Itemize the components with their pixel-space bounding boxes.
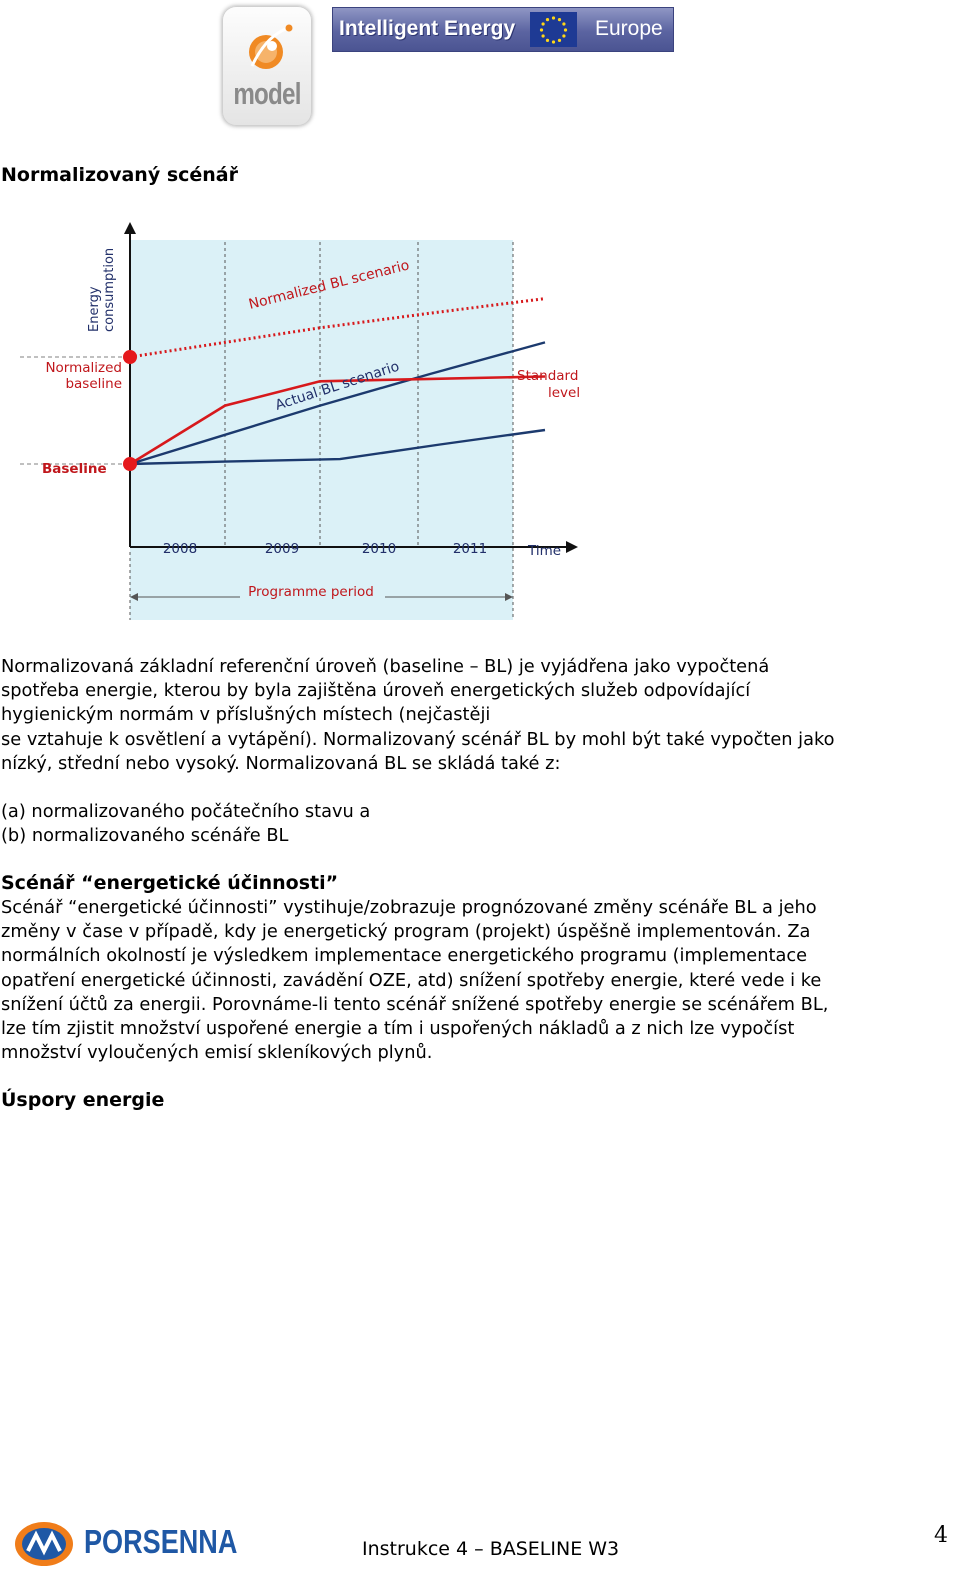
model-logo xyxy=(222,6,312,126)
actual-bl-scenario-annotation: Actual BL scenario xyxy=(273,358,402,414)
iee-logo-left-text: Intelligent Energy xyxy=(339,17,516,40)
paragraph-line: hygienickým normám v příslušných místech (nejčastěji xyxy=(1,704,491,726)
x-tick-label: 2009 xyxy=(264,541,300,557)
list-normalized-components xyxy=(1,800,946,848)
paragraph-efficiency-scenario xyxy=(1,896,946,1065)
baseline-scenario-chart xyxy=(0,212,620,632)
paragraph-line: změny v čase v případě, kdy je energetický program (projekt) úspěšně implementován. Za xyxy=(1,921,811,943)
paragraph-line: snížení účtů za energii. Porovnáme-li tento scénář snížené spotřeby energie se scénářem BL, xyxy=(1,993,829,1015)
x-tick-label: 2011 xyxy=(452,541,488,557)
normalized-baseline-point xyxy=(123,350,137,364)
porsenna-logo xyxy=(14,1519,238,1569)
paragraph-line: množství vyloučených emisí skleníkových plynů. xyxy=(1,1042,433,1064)
paragraph-line: opatření energetické účinnosti, zavádění OZE, atd) snížení spotřeby energie, které vede i ke xyxy=(1,969,822,991)
list-item: (b) normalizovaného scénáře BL xyxy=(1,825,289,847)
baseline-label: Baseline xyxy=(42,461,107,477)
paragraph-line: se vztahuje k osvětlení a vytápění). Normalizovaný scénář BL by mohl být také vypočten jako xyxy=(1,728,835,750)
x-axis-label: Time xyxy=(528,543,562,559)
section-title-normalized-scenario: Normalizovaný scénář xyxy=(1,164,238,186)
paragraph-line: Normalizovaná základní referenční úroveň (baseline – BL) je vyjádřena jako vypočtená xyxy=(1,656,770,677)
paragraph-line: spotřeba energie, kterou by byla zajištěna úroveň energetických služeb odpovídající xyxy=(1,680,751,702)
page-number: 4 xyxy=(934,1523,948,1548)
eu-flag-icon xyxy=(530,12,577,47)
porsenna-logo-text: PORSENNA xyxy=(84,1523,238,1560)
x-tick-label: 2008 xyxy=(162,541,198,557)
normalized-baseline-label-line1: Normalized xyxy=(45,360,122,376)
y-axis-arrow-icon xyxy=(124,222,136,234)
section-title-energy-savings: Úspory energie xyxy=(1,1089,165,1111)
normalized-baseline-label-line2: baseline xyxy=(65,376,122,392)
x-tick-label: 2010 xyxy=(361,541,397,557)
standard-level-label-line1: Standard xyxy=(517,368,579,384)
paragraph-line: lze tím zjistit množství uspořené energie a tím i uspořených nákladů a z nich lze vypočíst xyxy=(1,1018,795,1040)
paragraph-line: nízký, střední nebo vysoký. Normalizovaná BL se skládá také z: xyxy=(1,752,561,774)
section-title-efficiency-scenario: Scénář “energetické účinnosti” xyxy=(1,872,339,894)
x-axis-arrow-icon xyxy=(566,541,578,553)
standard-level-label-line2: level xyxy=(548,385,581,401)
model-logo-text: model xyxy=(233,76,301,111)
porsenna-emblem-icon xyxy=(14,1519,74,1569)
footer-document-label: Instrukce 4 – BASELINE W3 xyxy=(362,1538,620,1560)
iee-logo-right-text: Europe xyxy=(595,17,663,40)
list-item: (a) normalizovaného počátečního stavu a xyxy=(1,801,371,822)
paragraph-normalized-baseline xyxy=(1,655,946,776)
y-axis-label-line1: Energy xyxy=(87,286,102,332)
baseline-point xyxy=(123,457,137,471)
normalized-bl-scenario-annotation: Normalized BL scenario xyxy=(247,257,412,313)
paragraph-line: Scénář “energetické účinnosti” vystihuje/zobrazuje prognózované změny scénáře BL a jeho xyxy=(1,897,817,918)
programme-period-label: Programme period xyxy=(248,584,374,600)
intelligent-energy-europe-logo xyxy=(332,7,674,52)
paragraph-line: normálních okolností je výsledkem implementace energetického programu (implementace xyxy=(1,945,808,967)
y-axis-label-line2: consumption xyxy=(102,247,117,332)
